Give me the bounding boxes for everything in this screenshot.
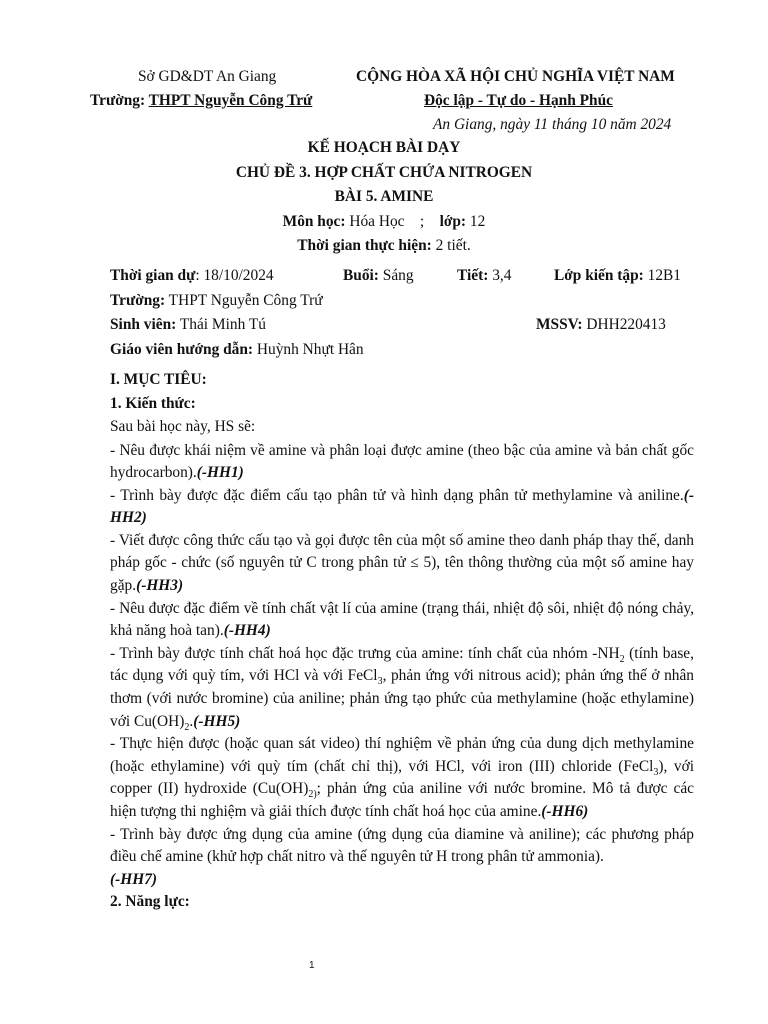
grade-value: 12: [469, 212, 486, 230]
objective-tag: (-HH6): [541, 803, 589, 820]
school-label: Trường:: [90, 92, 146, 109]
subject-separator: ;: [419, 212, 425, 230]
duration-line: [0, 235, 768, 260]
subject-label: Môn học:: [282, 212, 346, 230]
student: [110, 314, 266, 337]
objective-text: - Nêu được khái niệm về amine và phân loại được amine (theo bậc của amine và bản chất gốc hydrocarbon).: [110, 441, 694, 482]
section-heading: I. MỤC TIÊU:: [110, 371, 207, 388]
objective-text: - Viết được công thức cấu tạo và gọi được tên của một số amine theo danh pháp thay thế, danh pháp gốc - chức (số nguyên tử C trong phân tử ≤ 5), tên thông thường của một số amine hay gặp.: [110, 531, 694, 595]
subscript: 2): [308, 789, 317, 801]
session: [343, 265, 414, 288]
subsection-heading-competency: 2. Năng lực:: [110, 893, 190, 911]
subject-value: Hóa Học: [349, 212, 405, 230]
objective-tag: (-HH4): [223, 622, 271, 640]
lesson-content: [110, 369, 694, 915]
objective-hh2: [110, 485, 694, 530]
teacher-label: Giáo viên hướng dẫn:: [110, 340, 254, 358]
duration-value: 2 tiết.: [435, 237, 471, 254]
motto: Độc lập - Tự do - Hạnh Phúc: [424, 92, 613, 109]
subscript: 2: [619, 653, 625, 665]
date-value: : 18/10/2024: [195, 267, 274, 284]
objective-text: - Nêu được đặc điểm về tính chất vật lí của amine (trạng thái, nhiệt độ sôi, nhiệt độ nóng chảy, khả năng hoà tan).: [110, 599, 694, 640]
objective-tag: (-HH3): [136, 577, 184, 595]
objective-hh4: [110, 598, 694, 643]
objective-tag: (-HH2): [110, 486, 694, 527]
topic-title: CHỦ ĐỀ 3. HỢP CHẤT CHỨA NITROGEN: [235, 163, 533, 181]
objective-hh6: [110, 733, 694, 823]
student-id: [536, 314, 666, 337]
subscript: 3: [377, 676, 383, 688]
grade-label: lớp:: [439, 212, 467, 230]
objective-hh1: [110, 440, 694, 485]
observation-info: [110, 265, 694, 363]
session-value: Sáng: [382, 267, 414, 284]
objective-text: ; phản ứng của aniline với nước bromine. Mô tả được các hiện tượng thi nghiệm và giải thích được tính chất hoá học của amine.: [110, 780, 694, 820]
objective-tag: (-HH1): [196, 464, 244, 482]
objective-tag: (-HH7): [110, 870, 158, 888]
meta-school-value: THPT Nguyễn Công Trứ: [168, 291, 323, 309]
department-name: Sở GD&DT An Giang: [138, 68, 277, 85]
objective-text: - Trình bày được tính chất hoá học đặc trưng của amine: tính chất của nhóm -NH: [110, 644, 620, 662]
student-label: Sinh viên:: [110, 316, 177, 333]
objective-text: - Trình bày được đặc điểm cấu tạo phân tử và hình dạng phân tử methylamine và aniline.: [110, 486, 684, 504]
session-label: Buổi:: [343, 267, 379, 284]
objective-text: (tính base, tác dụng với quỳ tím, với HCl và với FeCl: [110, 644, 694, 685]
observation-date: [110, 265, 274, 288]
objective-text: .: [189, 712, 194, 730]
objective-tag: (-HH5): [193, 712, 241, 730]
student-id-value: DHH220413: [586, 316, 666, 333]
lesson-title: BÀI 5. AMINE: [334, 188, 434, 205]
teacher-value: Huỳnh Nhựt Hân: [256, 340, 364, 358]
period: [457, 265, 511, 288]
class-value: 12B1: [647, 267, 681, 284]
objective-text: - Trình bày được ứng dụng của amine (ứng dụng của diamine và aniline); các phương pháp điều chế amine (khử hợp chất nitro và thế nguyên tử H trong phân tử ammonia).: [110, 825, 694, 866]
objective-text: , phản ứng với nitrous acid); phản ứng thế ở nhân thơm (với nước bromine) của aniline; phản ứng tạo phức của methylamine (hoặc ethylamine) với Cu(OH): [110, 667, 694, 730]
intro-text: Sau bài học này, HS sẽ:: [110, 418, 256, 435]
objective-text: - Thực hiện được (hoặc quan sát video) thí nghiệm về phản ứng của dung dịch methylamine (hoặc ethylamine) với quỳ tím (chất chỉ thị), với HCl, với iron (III) chloride (FeCl: [110, 735, 694, 775]
student-id-label: MSSV:: [536, 316, 583, 333]
page-number: 1: [309, 960, 315, 971]
meta-school-label: Trường:: [110, 291, 166, 309]
subscript: 2: [184, 721, 190, 733]
class-label: Lớp kiến tập:: [554, 267, 644, 284]
school-header: [90, 90, 312, 113]
duration-label: Thời gian thực hiện:: [297, 237, 432, 254]
objective-hh3: [110, 530, 694, 598]
document-header: [0, 66, 768, 138]
objective-text: ), với copper (II) hydroxide (Cu(OH): [110, 757, 694, 798]
date-label: Thời gian dự: [110, 267, 196, 284]
country-name: CỘNG HÒA XÃ HỘI CHỦ NGHĨA VIỆT NAM: [356, 68, 675, 85]
student-value: Thái Minh Tú: [179, 316, 266, 333]
period-value: 3,4: [492, 267, 512, 284]
objective-hh5: [110, 643, 694, 733]
title-block: [0, 137, 768, 260]
plan-title: KẾ HOẠCH BÀI DẠY: [307, 139, 461, 156]
place-date: An Giang, ngày 11 tháng 10 năm 2024: [433, 116, 672, 133]
school-name: THPT Nguyễn Công Trứ: [148, 92, 313, 109]
class: [554, 265, 681, 288]
subscript: 3: [653, 766, 659, 778]
objective-hh7: [110, 824, 694, 892]
subject-line: [0, 211, 768, 236]
period-label: Tiết:: [457, 267, 489, 284]
subsection-heading-knowledge: 1. Kiến thức:: [110, 394, 196, 412]
